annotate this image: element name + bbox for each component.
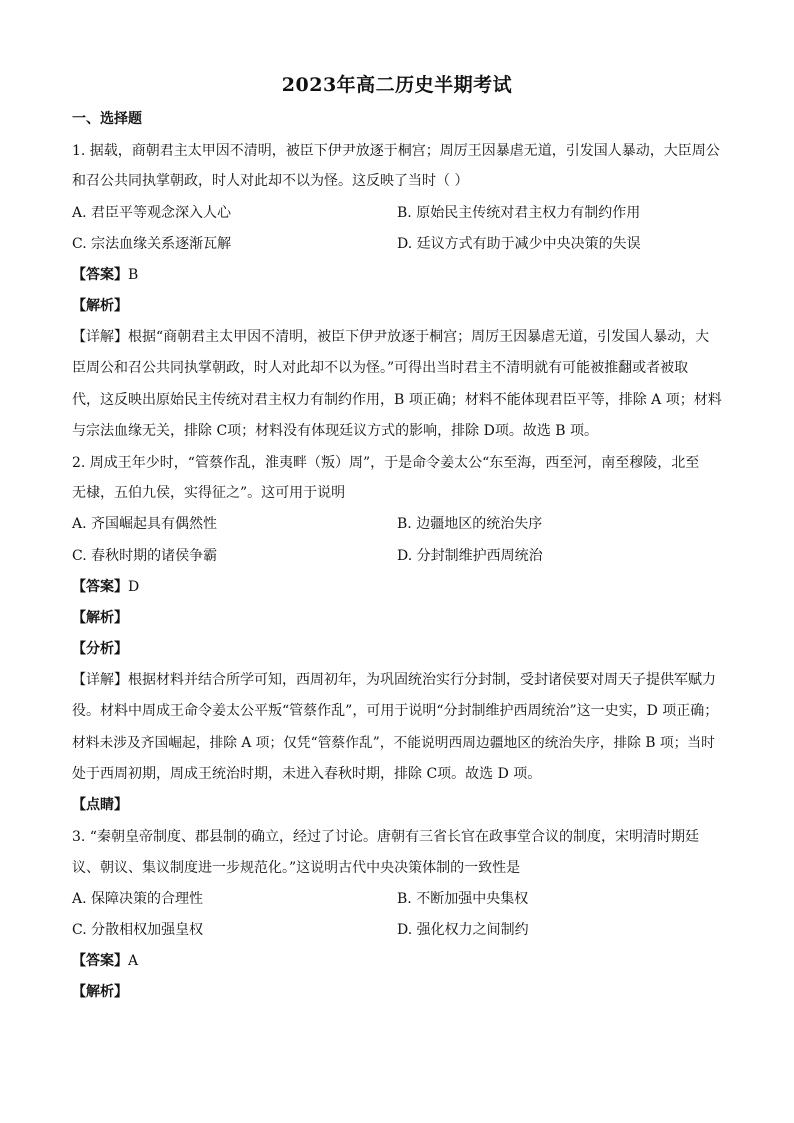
- q2-option-a: A. 齐国崛起具有偶然性: [72, 516, 218, 532]
- q3-analysis-label: 【解析】: [72, 984, 128, 1000]
- answer-label: 【答案】: [72, 579, 128, 595]
- q2-answer: [72, 577, 139, 597]
- page-title: 2023年高二历史半期考试: [281, 74, 513, 96]
- q2-dianjing-label: 【点睛】: [72, 797, 128, 813]
- section-heading: 一、选择题: [72, 111, 142, 127]
- answer-label: 【答案】: [72, 953, 128, 969]
- answer-value: D: [128, 579, 140, 595]
- q1-stem-line: 和召公共同执掌朝政，时人对此却不以为怪。这反映了当时（ ）: [72, 173, 469, 189]
- q1-stem-line: 1. 据载，商朝君主太甲因不清明，被臣下伊尹放逐于桐宫；周厉王因暴虐无道，引发国人暴动，大臣周公: [72, 143, 720, 159]
- q2-fenxi-label: 【分析】: [72, 641, 128, 657]
- answer-value: A: [128, 953, 139, 969]
- q2-detail-line: 【详解】根据材料并结合所学可知，西周初年，为巩固统治实行分封制，受封诸侯要对周天子提供军赋力: [72, 672, 716, 688]
- q1-option-b: B. 原始民主传统对君主权力有制约作用: [397, 205, 641, 221]
- q1-option-a: A. 君臣平等观念深入人心: [72, 205, 232, 221]
- q2-option-b: B. 边疆地区的统治失序: [397, 516, 543, 532]
- q2-detail-line: 处于西周初期，周成王统治时期，未进入春秋时期，排除 C项。故选 D 项。: [72, 766, 542, 782]
- q2-analysis-label: 【解析】: [72, 610, 128, 626]
- q3-stem-line: 议、朝议、集议制度进一步规范化。”这说明古代中央决策体制的一致性是: [72, 860, 521, 876]
- q2-stem-line: 无棣，五伯九侯，实得征之”。这可用于说明: [72, 485, 346, 501]
- q2-option-c: C. 春秋时期的诸侯争霸: [72, 548, 218, 564]
- q2-detail-line: 材料未涉及齐国崛起，排除 A 项；仅凭“管蔡作乱”，不能说明西周边疆地区的统治失序，排除 B 项；当时: [72, 735, 715, 751]
- answer-value: B: [128, 267, 139, 283]
- q1-detail-line: 与宗法血缘无关，排除 C项；材料没有体现廷议方式的影响，排除 D项。故选 B 项。: [72, 423, 599, 439]
- q3-option-c: C. 分散相权加强皇权: [72, 922, 204, 938]
- q1-detail-line: 代，这反映出原始民主传统对君主权力有制约作用，B 项正确；材料不能体现君臣平等，排除 A 项；材料: [72, 392, 722, 408]
- q1-detail-line: 【详解】根据“商朝君主太甲因不清明，被臣下伊尹放逐于桐宫；周厉王因暴虐无道，引发国人暴动，大: [72, 329, 710, 345]
- q1-detail-line: 臣周公和召公共同执掌朝政，时人对此却不以为怪。”可得出当时君主不清明就有可能被推翻或者被取: [72, 360, 689, 376]
- answer-label: 【答案】: [72, 267, 128, 283]
- q1-answer: [72, 265, 138, 285]
- q3-answer: [72, 951, 138, 971]
- q1-analysis-label: 【解析】: [72, 298, 128, 314]
- q1-option-d: D. 廷议方式有助于减少中央决策的失误: [397, 236, 641, 252]
- q3-option-b: B. 不断加强中央集权: [397, 891, 529, 907]
- q2-option-d: D. 分封制维护西周统治: [397, 548, 543, 564]
- q2-detail-line: 役。材料中周成王命令姜太公平叛“管蔡作乱”，可用于说明“分封制维护西周统治”这一史实，D 项正确；: [72, 703, 719, 719]
- q1-option-c: C. 宗法血缘关系逐渐瓦解: [72, 236, 232, 252]
- q3-option-d: D. 强化权力之间制约: [397, 922, 529, 938]
- q3-option-a: A. 保障决策的合理性: [72, 891, 204, 907]
- q3-stem-line: 3. “秦朝皇帝制度、郡县制的确立，经过了讨论。唐朝有三省长官在政事堂合议的制度，宋明清时期廷: [72, 829, 699, 845]
- q2-stem-line: 2. 周成王年少时，“管蔡作乱，淮夷畔（叛）周”，于是命令姜太公“东至海，西至河，南至穆陵，北至: [72, 455, 700, 471]
